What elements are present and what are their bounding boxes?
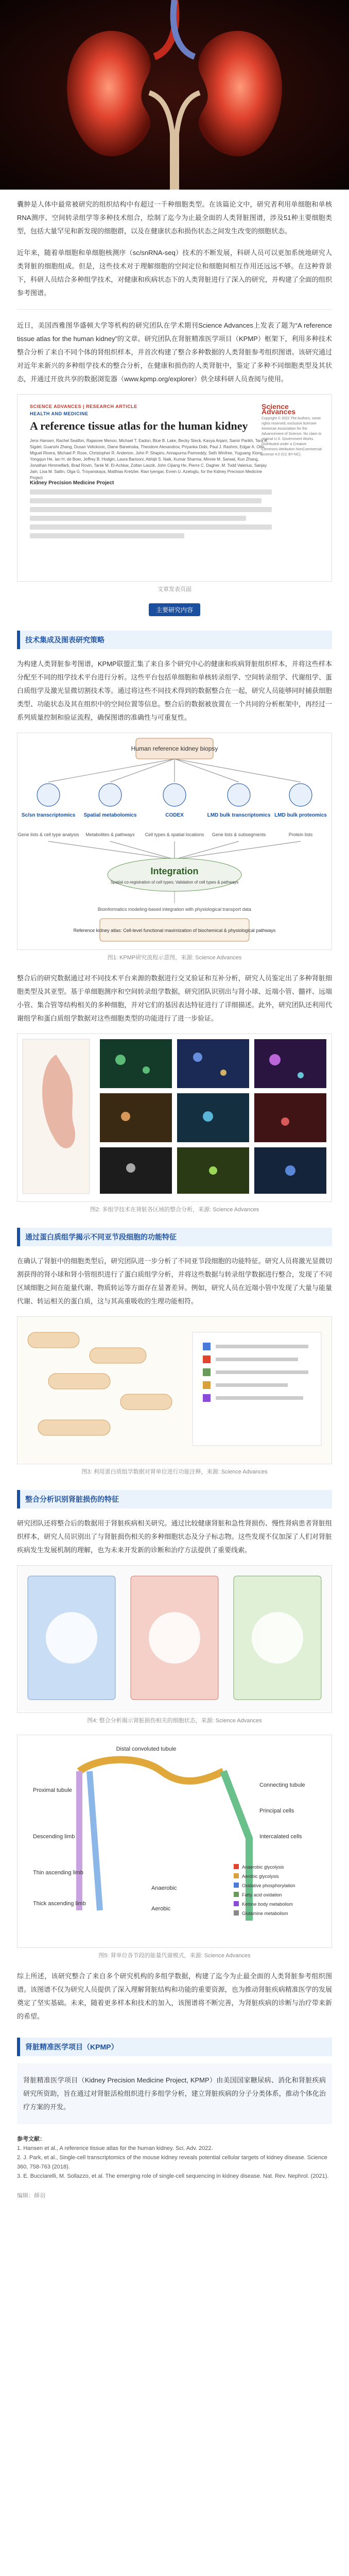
- workflow-integration-sub: Spatial co-registration of cell types; Validation of cell types & pathways: [110, 880, 239, 885]
- lead-paragraph: 近日，美国西雅图华盛顿大学等机构的研究团队在学术期刊Science Advances上发表了题为“A reference tissue atlas for the human kidney”的文章。研究团队在肾脏精准医学项目（KPMP）框架下，利用多种技术整合分析了来自不同个体的肾组织样本，并首次构建了整合多种数据的人类肾脏参考组织图谱。该研究通过对近年来新兴的多种组学技术的整合分析，在健康和损伤的人类肾脏中，鉴定了多种不同细胞类型及其状态，并通过开放共享的数据浏览器（www.kpmp.org/explorer）供全球科研人员查阅与使用。: [17, 321, 332, 383]
- section-heading-3: [17, 1490, 332, 1509]
- section-3-paragraph: 研究团队还将整合后的数据用于肾脏疾病相关研究。通过比较健康肾脏和急性肾损伤、慢性肾病患者肾脏组织样本，研究人员识别出了与肾脏损伤相关的多种细胞状态及分子标志物。这些发现不仅加深了人们对肾脏疾病发生发展机制的理解，也为未来开发新的诊断和治疗方法提供了重要线索。: [17, 1519, 332, 1554]
- nephron-label: Proximal tubule: [33, 1787, 72, 1793]
- section-heading-1: [17, 631, 332, 649]
- references-label: 参考文献：: [17, 2136, 45, 2142]
- reference-item: 2. J. Park, et al., Single-cell transcriptomics of the mouse kidney reveals potential cellular targets of kidney disease. Science 360, 758-763 (2018).: [17, 2155, 327, 2170]
- paper-text-line: [30, 498, 261, 503]
- divider: [17, 309, 332, 310]
- legend-item: Fatty acid oxidation: [242, 1892, 282, 1897]
- section-heading-2: [17, 1228, 332, 1246]
- paper-copyright: Copyright © 2022 The Authors, some rights reserved; exclusive licensee American Association for the Advancement of Science. No claim to original U.S. Government Works. Distributed under a Creative Commons Attribution NonCommercial License 4.0 (CC BY-NC).: [261, 417, 322, 456]
- paper-sidebar: [261, 404, 323, 457]
- section-title: 通过蛋白质组学揭示不同亚节段细胞的功能特征: [25, 1233, 177, 1241]
- main-content-label: 主要研究内容: [149, 603, 200, 616]
- nephron-label: Aerobic: [151, 1906, 171, 1912]
- workflow-top-label: Human reference kidney biopsy: [131, 745, 218, 752]
- workflow-node: Spatial metabolomics: [83, 812, 137, 818]
- figure-caption: 图1: KPMP研究流程示意图，来源: Science Advances: [107, 955, 242, 961]
- section-heading-4: [17, 2038, 332, 2056]
- workflow-node: Sc/sn transcriptomics: [21, 812, 76, 818]
- intro-paragraph-1: 囊肿是人体中最常被研究的组织结构中有超过一千种细胞类型。在该篇论文中，研究者利用单细胞和单核RNA测序、空间转录组学等多种技术组合，绘制了迄今为止最全面的人类肾脏图谱，涉及51种主要细胞类型，包括大量罕见和新发现的细胞群，以及在健康状态和损伤状态之间发生改变的细胞状态。: [17, 200, 332, 235]
- main-content-tag: [17, 603, 332, 616]
- nephron-label: Distal convoluted tubule: [116, 1746, 177, 1752]
- proteomics-svg: [18, 1317, 331, 1463]
- workflow-node: CODEX: [165, 812, 184, 818]
- injury-svg: [18, 1566, 331, 1711]
- section-2-paragraph: 在确认了肾脏中的细胞类型后，研究团队进一步分析了不同亚节段细胞的功能特征。研究人员将激光显微切割获得的肾小球和肾小管组织进行了蛋白质组学分析，并将这些数据与转录组学数据进行整合，发现了不同区域细胞之间在能量代谢、物质转运等方面存在显著差异。例如，研究人员在近端小管中发现了大量与能量代谢、转运相关的蛋白质，这与其高重吸收的生理功能相符。: [17, 1257, 332, 1305]
- paper-text-line: [30, 507, 272, 512]
- paper-title: A reference tissue atlas for the human kidney: [30, 419, 248, 432]
- workflow-integration: Integration: [150, 866, 199, 876]
- nephron-label: Thick ascending limb: [33, 1901, 86, 1907]
- figure-caption: 文章发表页面: [158, 586, 191, 592]
- paper-text-line: [30, 524, 272, 530]
- workflow-svg: [18, 733, 331, 948]
- section-1-paragraph: 为构建人类肾脏参考图谱，KPMP联盟汇集了来自多个研究中心的健康和疾病肾脏组织样本，并将这些样本分配至不同的组学技术平台进行分析。这些平台包括单细胞和单核转录组学、空间转录组学、代谢组学、蛋白质组学及激光显微切割技术等。通过将这些不同技术得到的数据整合在一起，研究人员能够同时捕获细胞类型、功能状态及其在组织中的空间位置等信息。整合后的数据被放置在一个共同的分析框架中，再经过一系列质量控制和验证流程，确保图谱的准确性与可重复性。: [17, 660, 332, 721]
- nephron-label: Connecting tubule: [259, 1782, 305, 1788]
- kidney-illustration: [0, 0, 349, 190]
- section-title: 肾脏精准医学项目（KPMP）: [25, 2043, 118, 2051]
- paper-journal: SCIENCE ADVANCES | RESEARCH ARTICLE: [30, 404, 137, 409]
- multiomics-svg: [18, 1034, 331, 1200]
- figure-caption: 图4: 整合分析揭示肾脏损伤相关的细胞状态，来源: Science Advances: [87, 1718, 262, 1724]
- paper-logo: Science Advances: [261, 402, 296, 416]
- nephron-label: Anaerobic: [151, 1885, 177, 1891]
- figure-caption: 图5: 肾单位各节段的能量代谢模式，来源: Science Advances: [98, 1953, 251, 1959]
- paper-abstract-title: Kidney Precision Medicine Project: [30, 480, 114, 486]
- injury-figure: [17, 1565, 332, 1713]
- nephron-label: Descending limb: [33, 1834, 75, 1840]
- proteomics-figure: [17, 1316, 332, 1464]
- legend-item: Oxidative phosphorylation: [242, 1883, 295, 1888]
- kpmp-box: [17, 2063, 332, 2124]
- workflow-output: Metabolites & pathways: [85, 832, 135, 837]
- legend-item: Glutamine metabolism: [242, 1911, 288, 1916]
- workflow-output: Gene lists & subsegments: [212, 832, 266, 837]
- nephron-metabolism-figure: [17, 1735, 332, 1948]
- figure-caption: 图3: 利用蛋白质组学数据对肾单位进行功能注释，来源: Science Advances: [81, 1469, 268, 1475]
- workflow-bottom-2: Reference kidney atlas: Cell-level functional maximization of biochemical & physiological pathways: [73, 928, 276, 933]
- paper-text-line: [30, 533, 184, 538]
- editor-credit: 编辑：薛羽: [17, 2193, 45, 2199]
- workflow-output: Protein lists: [288, 832, 313, 837]
- nephron-svg: [18, 1735, 331, 1946]
- section-1-followup: 整合后的研究数据通过对不同技术平台来源的数据进行交叉验证和互补分析，研究人员鉴定出了多种肾脏细胞类型及其亚型。基于单细胞测序和空间转录组学数据，研究团队识别出与肾小球、近端小管、髓袢、远端小管、集合管等结构相关的多种细胞，并对它们的基因表达特征进行了详细描述。此外，研究团队还利用代谢组学和蛋白质组学数据对这些细胞类型的功能进行了进一步验证。: [17, 974, 332, 1022]
- section-title: 整合分析识别肾脏损伤的特征: [25, 1495, 119, 1503]
- reference-item: 3. E. Bucciarelli, M. Sollazzo, et al. The emerging role of single-cell sequencing in kidney disease. Nat. Rev. Nephrol. (2021).: [17, 2173, 329, 2179]
- paper-authors: Jens Hansen, Rachel Sealfon, Rajasree Menon, Michael T. Eadon, Blue B. Lake, Becky Steck, Kavya Anjani, Samir Parikh, Tara K. Sigdel, Guanshi Zhang, Dusan Velickovic, Diane Barwinska, Theodore Alexandrov, Priyanka Dobi, Paul J. Rashmi, Edgar A. Otto, Miguel Rivera, Michael P. Rose, Christopher R. Anderton, John P. Shapiro, Annapurna Pamreddy, Seth Winfree, Yuguang Xiong, Yongqun He, Ian H. de Boer, Jeffrey B. Hodgin, Laura Barisoni, Abhijit S. Naik, Kumar Sharma, Minnie M. Sarwal, Kun Zhang, Jonathan Himmelfarb, Brad Rovin, Tarek M. El-Achkar, Zoltan Laszik, John Cijiang He, Pierre C. Dagher, M. Todd Valerius, Sanjay Jain, Lisa M. Satlin, Olga G. Troyanskaya, Matthias Kretzler, Ravi Iyengar, Evren U. Azeloglu, for the Kidney Precision Medicine Project: [30, 438, 269, 480]
- paper-screenshot: [17, 394, 332, 582]
- paper-text-line: [30, 516, 246, 521]
- nephron-label: Thin ascending limb: [33, 1870, 83, 1876]
- nephron-label: Principal cells: [259, 1808, 294, 1814]
- intro-paragraph-2: 近年来，随着单细胞和单细胞核测序（sc/snRNA-seq）技术的不断发展，科研人员可以更加系统地研究人类肾脏的细胞组成。但是，这些技术对于理解细胞的空间定位和细胞间相互作用还远远不够。在这种背景下，科研人员结合多种组学技术，对健康和疾病状态下的人类肾脏进行了深入的研究，并构建了全面的组织参考图谱。: [17, 249, 332, 297]
- section-title: 技术集成及图表研究策略: [25, 636, 104, 644]
- conclusion-paragraph: 综上所述，该研究整合了来自多个研究机构的多组学数据，构建了迄今为止最全面的人类肾脏参考组织图谱。该图谱不仅为研究人员提供了深入理解肾脏结构和功能的重要资源，也为推动肾脏疾病精准医学的发展奠定了坚实基础。未来，随着更多样本和技术的加入，该图谱将不断完善，为肾脏疾病的诊断与治疗带来新的希望。: [17, 1972, 332, 2020]
- paper-category: HEALTH AND MEDICINE: [30, 411, 89, 416]
- workflow-node: LMD bulk transcriptomics: [207, 812, 271, 818]
- reference-item: 1. Hansen et al., A reference tissue atlas for the human kidney. Sci. Adv. 2022.: [17, 2145, 213, 2151]
- multiomics-figure: [17, 1033, 332, 1202]
- references: [17, 2134, 332, 2181]
- legend-item: Ketone body metabolism: [242, 1902, 293, 1907]
- hero-kidney-image: [0, 0, 349, 190]
- workflow-output: Gene lists & cell type analysis: [18, 832, 79, 837]
- figure-caption: 图2: 多组学技术在肾脏各区域的整合分析，来源: Science Advances: [90, 1207, 259, 1213]
- legend-item: Aerobic glycolysis: [242, 1874, 279, 1879]
- workflow-output: Cell types & spatial locations: [145, 832, 204, 837]
- paper-text-line: [30, 489, 272, 495]
- legend-item: Anaerobic glycolysis: [242, 1865, 284, 1870]
- nephron-label: Intercalated cells: [259, 1834, 302, 1840]
- workflow-diagram: [17, 733, 332, 950]
- workflow-bottom-1: Bioinformatics modeling-based integration with physiological transport data: [97, 907, 252, 912]
- workflow-node: LMD bulk proteomics: [274, 812, 327, 818]
- kpmp-paragraph: 肾脏精准医学项目（Kidney Precision Medicine Project, KPMP）由美国国家糖尿病、消化和肾脏疾病研究所资助，旨在通过对肾脏活检组织进行多组学分析，建立肾脏疾病的分子分类体系，推动个体化治疗方案的开发。: [23, 2076, 326, 2111]
